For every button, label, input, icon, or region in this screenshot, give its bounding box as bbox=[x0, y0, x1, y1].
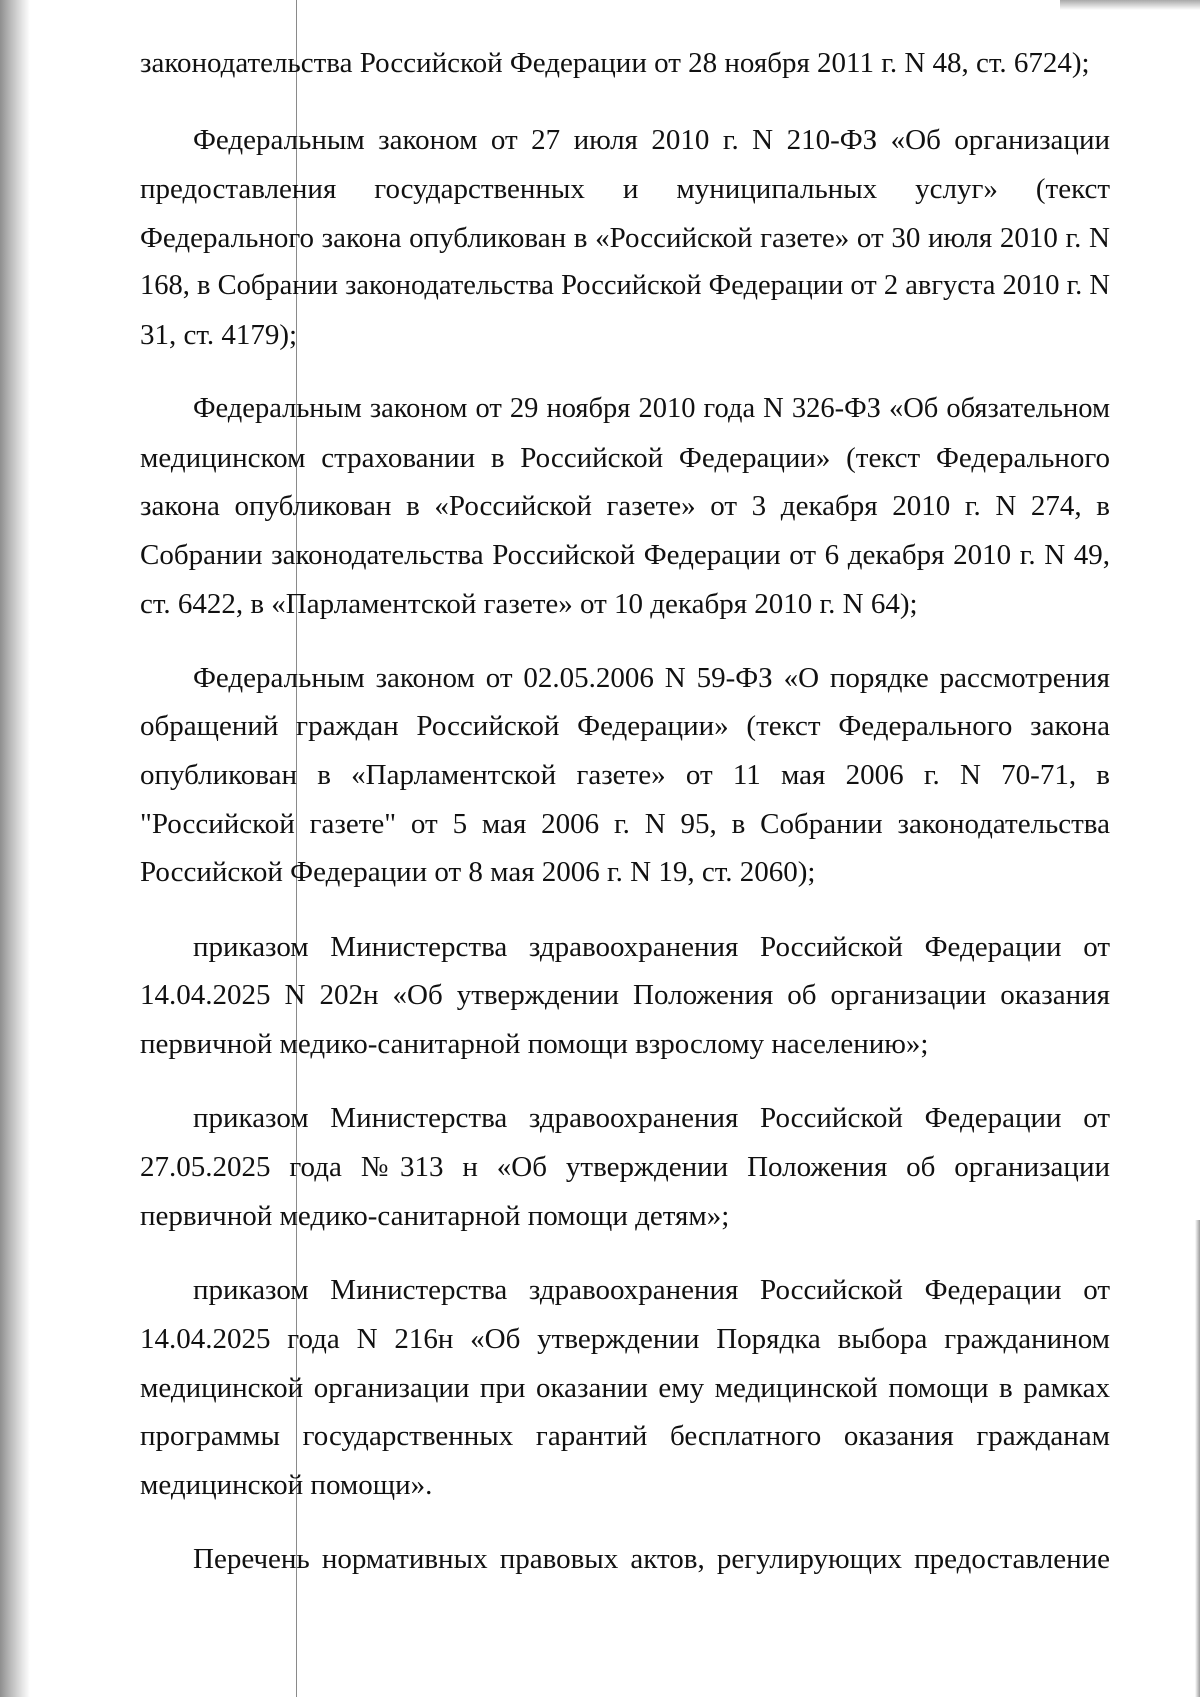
scan-top-edge-shadow bbox=[1060, 0, 1200, 10]
paragraph-2-line-1: медицинском страховании в Российской Федерации» (текст Федерального bbox=[140, 442, 1110, 474]
paragraph-1-line-0: Федеральным законом от 27 июля 2010 г. N 210-ФЗ «Об организации bbox=[193, 124, 1110, 156]
paragraph-0-line-0: законодательства Российской Федерации от 28 ноября 2011 г. N 48, ст. 6724); bbox=[140, 47, 1090, 79]
paragraph-2-line-4: ст. 6422, в «Парламентской газете» от 10 декабря 2010 г. N 64); bbox=[140, 588, 918, 620]
paragraph-5-line-2: первичной медико-санитарной помощи детям»; bbox=[140, 1200, 730, 1232]
paragraph-6-line-0: приказом Министерства здравоохранения Российской Федерации от bbox=[193, 1274, 1110, 1306]
paragraph-7-line-0: Перечень нормативных правовых актов, регулирующих предоставление bbox=[193, 1543, 1110, 1575]
paragraph-5-line-1: 27.05.2025 года №313 н «Об утверждении Положения об организации bbox=[140, 1151, 1110, 1183]
paragraph-4-line-2: первичной медико-санитарной помощи взрослому населению»; bbox=[140, 1028, 929, 1060]
paragraph-3-line-3: "Российской газете" от 5 мая 2006 г. N 95, в Собрании законодательства bbox=[140, 808, 1110, 840]
paragraph-4-line-1: 14.04.2025 N 202н «Об утверждении Положения об организации оказания bbox=[140, 979, 1110, 1011]
paragraph-3-line-0: Федеральным законом от 02.05.2006 N 59-ФЗ «О порядке рассмотрения bbox=[193, 662, 1110, 694]
paragraph-4-line-0: приказом Министерства здравоохранения Российской Федерации от bbox=[193, 931, 1110, 963]
paragraph-5-line-0: приказом Министерства здравоохранения Российской Федерации от bbox=[193, 1102, 1110, 1134]
paragraph-1-line-3: 168, в Собрании законодательства Российской Федерации от 2 августа 2010 г. N bbox=[140, 270, 1110, 301]
scan-left-edge-shadow bbox=[0, 0, 30, 1697]
paragraph-3-line-2: опубликован в «Парламентской газете» от 11 мая 2006 г. N 70-71, в bbox=[140, 759, 1110, 791]
paragraph-6-line-4: медицинской помощи». bbox=[140, 1469, 433, 1501]
paragraph-6-line-2: медицинской организации при оказании ему медицинской помощи в рамках bbox=[140, 1372, 1110, 1404]
paragraph-2-line-2: закона опубликован в «Российской газете» от 3 декабря 2010 г. N 274, в bbox=[140, 490, 1110, 522]
paragraph-3-line-1: обращений граждан Российской Федерации» (текст Федерального закона bbox=[140, 710, 1110, 742]
paragraph-1-line-1: предоставления государственных и муниципальных услуг» (текст bbox=[140, 173, 1110, 205]
paragraph-1-line-4: 31, ст. 4179); bbox=[140, 319, 298, 351]
paragraph-6-line-1: 14.04.2025 года N 216н «Об утверждении Порядка выбора гражданином bbox=[140, 1323, 1110, 1355]
scan-right-edge-shadow bbox=[1195, 1220, 1200, 1697]
paragraph-2-line-3: Собрании законодательства Российской Федерации от 6 декабря 2010 г. N 49, bbox=[140, 539, 1110, 571]
paragraph-1-line-2: Федерального закона опубликован в «Российской газете» от 30 июля 2010 г. N bbox=[140, 222, 1110, 254]
paragraph-6-line-3: программы государственных гарантий бесплатного оказания гражданам bbox=[140, 1420, 1110, 1452]
paragraph-2-line-0: Федеральным законом от 29 ноября 2010 года N 326-ФЗ «Об обязательном bbox=[193, 393, 1110, 424]
paragraph-3-line-4: Российской Федерации от 8 мая 2006 г. N 19, ст. 2060); bbox=[140, 856, 816, 888]
